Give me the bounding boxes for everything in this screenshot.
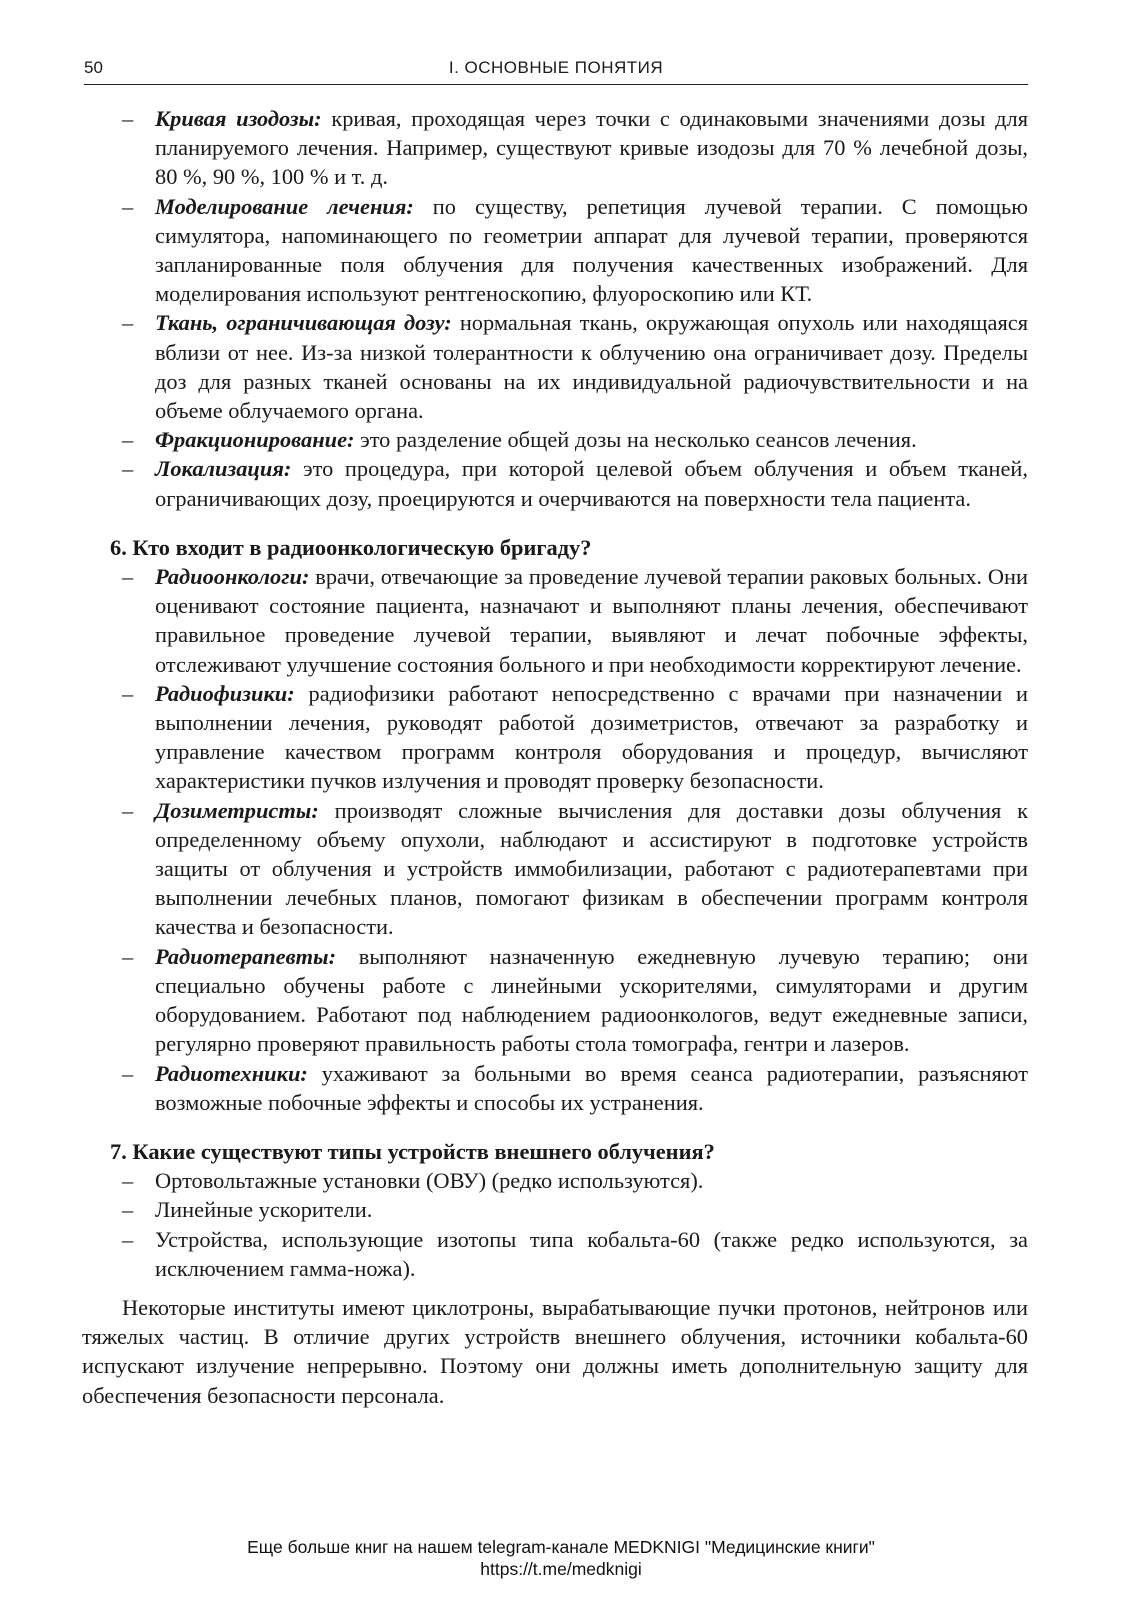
team-item: [122, 1059, 1028, 1117]
team-item: [122, 679, 1028, 796]
device-item: [122, 1166, 1028, 1195]
team-item: [122, 796, 1028, 942]
definition-item: [122, 454, 1028, 512]
list-dash: –: [122, 310, 134, 336]
chapter-title: I. ОСНОВНЫЕ ПОНЯТИЯ: [448, 58, 664, 77]
definition-term: Кривая изодозы:: [155, 106, 322, 131]
device-text: Линейные ускорители.: [155, 1197, 373, 1223]
definition-text: кривая, проходящая через точки с одинаковыми значениями дозы для планируемого лечения. Например, существуют кривые изодозы для 70 % лечебной дозы, 80 %, 90 %, 100 % и т. д.: [155, 106, 1028, 190]
definition-text: по существу, репетиция лучевой терапии. С помощью симулятора, напоминающего по геометрии аппарат для лучевой терапии, проверяются запланированные поля облучения для получения качественных изображений. Для моделирования используют рентгеноскопию, флуороскопию или КТ.: [155, 193, 1028, 307]
list-dash: –: [122, 680, 134, 706]
page-content: [82, 104, 1028, 1410]
definition-term: Локализация:: [155, 456, 292, 482]
definition-text: нормальная ткань, окружающая опухоль или находящаяся вблизи от нее. Из-за низкой толерантности к облучению она ограничивает дозу. Пределы доз для разных тканей основаны на их индивидуальной радиочувствительности и на объеме облучаемого органа.: [155, 310, 1028, 424]
body-paragraph: Некоторые институты имеют циклотроны, вырабатывающие пучки протонов, нейтронов или тяжелых частиц. В отличие других устройств внешнего облучения, источники кобальта-60 испускают излучение непрерывно. Поэтому они должны иметь дополнительную защиту для обеспечения безопасности персонала.: [82, 1294, 1028, 1408]
team-term: Радиотерапевты:: [155, 943, 337, 969]
definition-text: это процедура, при которой целевой объем облучения и объем тканей, ограничивающих дозу, проецируются и очерчиваются на поверхности тела пациента.: [155, 456, 1028, 511]
list-dash: –: [122, 1226, 134, 1252]
definition-item: [122, 425, 1028, 454]
definition-item: [122, 308, 1028, 425]
team-list: [122, 562, 1028, 1117]
team-item: [122, 562, 1028, 679]
footer-note: [0, 1536, 1122, 1580]
definition-item: [122, 192, 1028, 309]
footer-link[interactable]: https://t.me/medknigi: [480, 1559, 642, 1579]
team-text: ухаживают за больными во время сеанса радиотерапии, разъясняют возможные побочные эффекты и способы их устранения.: [155, 1060, 1028, 1115]
device-text: Ортовольтажные установки (ОВУ) (редко используются).: [155, 1168, 704, 1194]
team-term: Радиоонкологи:: [155, 564, 310, 590]
team-text: радиофизики работают непосредственно с врачами при назначении и выполнении лечения, руководят работой дозиметристов, отвечают за разработку и управление качеством программ контроля оборудования и процедур, вычисляют характеристики пучков излучения и проводят проверку безопасности.: [155, 680, 1028, 794]
list-dash: –: [122, 564, 134, 590]
team-text: производят сложные вычисления для доставки дозы облучения к определенному объему опухоли, наблюдают и ассистируют в подготовке устройств защиты от облучения и устройств иммобилизации, работают с радиотерапевтами при выполнении лечебных планов, помогают физикам в обеспечении программ контроля качества и безопасности.: [155, 797, 1028, 940]
question-heading: 7. Какие существуют типы устройств внешнего облучения?: [110, 1138, 715, 1164]
definition-text: это разделение общей дозы на несколько сеансов лечения.: [354, 427, 917, 453]
list-dash: –: [122, 943, 134, 969]
definition-term: Моделирование лечения:: [155, 193, 414, 219]
team-text: врачи, отвечающие за проведение лучевой терапии раковых больных. Они оценивают состояние пациента, назначают и выполняют планы лечения, обеспечивают правильное проведение лучевой терапии, выявляют и лечат побочные эффекты, отслеживают улучшение состояния больного и при необходимости корректируют лечение.: [155, 564, 1028, 677]
definition-item: [122, 104, 1028, 192]
footer-channel-text: Еще больше книг на нашем telegram-канале MEDKNIGI "Медицинские книги": [247, 1537, 875, 1557]
definition-list: [122, 104, 1028, 513]
team-text: выполняют назначенную ежедневную лучевую терапию; они специально обучены работе с линейными ускорителями, симуляторами и другим оборудованием. Работают под наблюдением радиоонкологов, ведут ежедневные записи, регулярно проверяют правильность работы стола томографа, гентри и лазеров.: [155, 943, 1028, 1057]
list-dash: –: [122, 106, 134, 131]
list-dash: –: [122, 1168, 134, 1194]
device-item: [122, 1225, 1028, 1283]
page-number: 50: [84, 58, 103, 77]
list-dash: –: [122, 1197, 134, 1223]
question-heading: 6. Кто входит в радиоонкологическую бригаду?: [110, 534, 592, 560]
team-term: Радиотехники:: [155, 1060, 308, 1086]
list-dash: –: [122, 193, 134, 219]
device-list: [122, 1166, 1028, 1283]
device-item: [122, 1195, 1028, 1224]
list-dash: –: [122, 1060, 134, 1086]
team-item: [122, 942, 1028, 1059]
list-dash: –: [122, 456, 134, 482]
list-dash: –: [122, 427, 134, 453]
team-term: Радиофизики:: [155, 680, 295, 706]
list-dash: –: [122, 797, 134, 823]
device-text: Устройства, использующие изотопы типа кобальта-60 (также редко используются, за исключением гамма-ножа).: [155, 1226, 1028, 1281]
definition-term: Фракционирование:: [155, 427, 355, 453]
definition-term: Ткань, ограничивающая дозу:: [155, 310, 452, 336]
team-term: Дозиметристы:: [155, 797, 319, 823]
running-header: [84, 56, 1028, 85]
